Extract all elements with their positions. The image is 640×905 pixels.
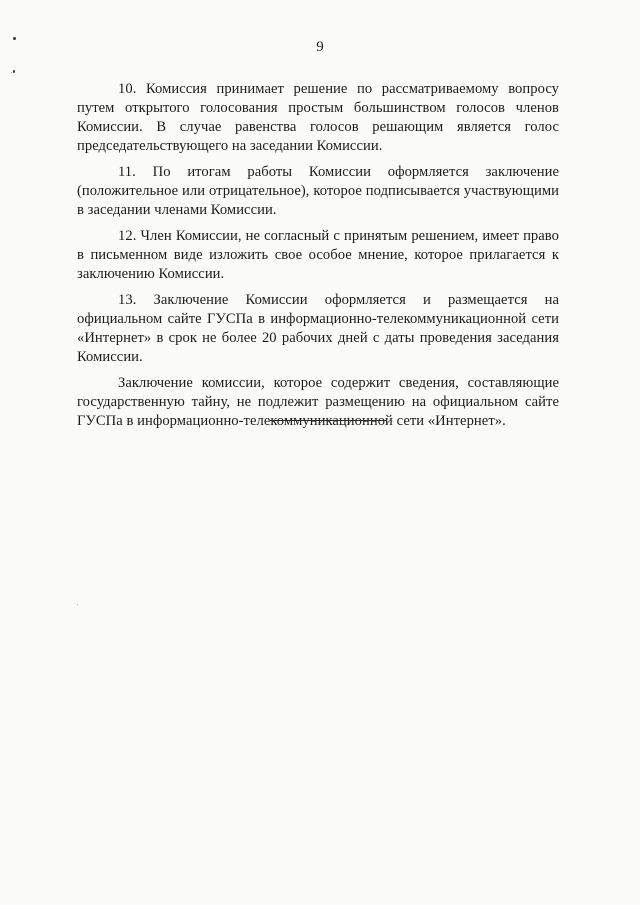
document-body <box>77 80 559 438</box>
scan-speck <box>11 72 12 73</box>
page-number: 9 <box>316 39 324 55</box>
paragraph-13: 13. Заключение Комиссии оформляется и размещается на официальном сайте ГУСПа в информационно-телекоммуникационной сети «Интернет» в срок не более 20 рабочих дней с даты проведения заседания Комиссии. <box>77 292 559 365</box>
paragraph-11: 11. По итогам работы Комиссии оформляется заключение (положительное или отрицательное), которое подписывается участвующими в заседании членами Комиссии. <box>77 164 559 218</box>
paragraph-state-secret: Заключение комиссии, которое содержит сведения, составляющие государственную тайну, не подлежит размещению на официальном сайте ГУСПа в информационно-телекоммуникационной сети «Интернет». <box>77 375 559 429</box>
end-divider <box>270 420 386 421</box>
paragraph-12: 12. Член Комиссии, не согласный с принятым решением, имеет право в письменном виде изложить свое особое мнение, которое прилагается к заключению Комиссии. <box>77 228 559 282</box>
paragraph-10: 10. Комиссия принимает решение по рассматриваемому вопросу путем открытого голосования простым большинством голосов членов Комиссии. В случае равенства голосов решающим является голос председательствующего на заседании Комиссии. <box>77 81 559 154</box>
scan-speck <box>77 604 78 605</box>
scan-speck <box>13 70 15 73</box>
